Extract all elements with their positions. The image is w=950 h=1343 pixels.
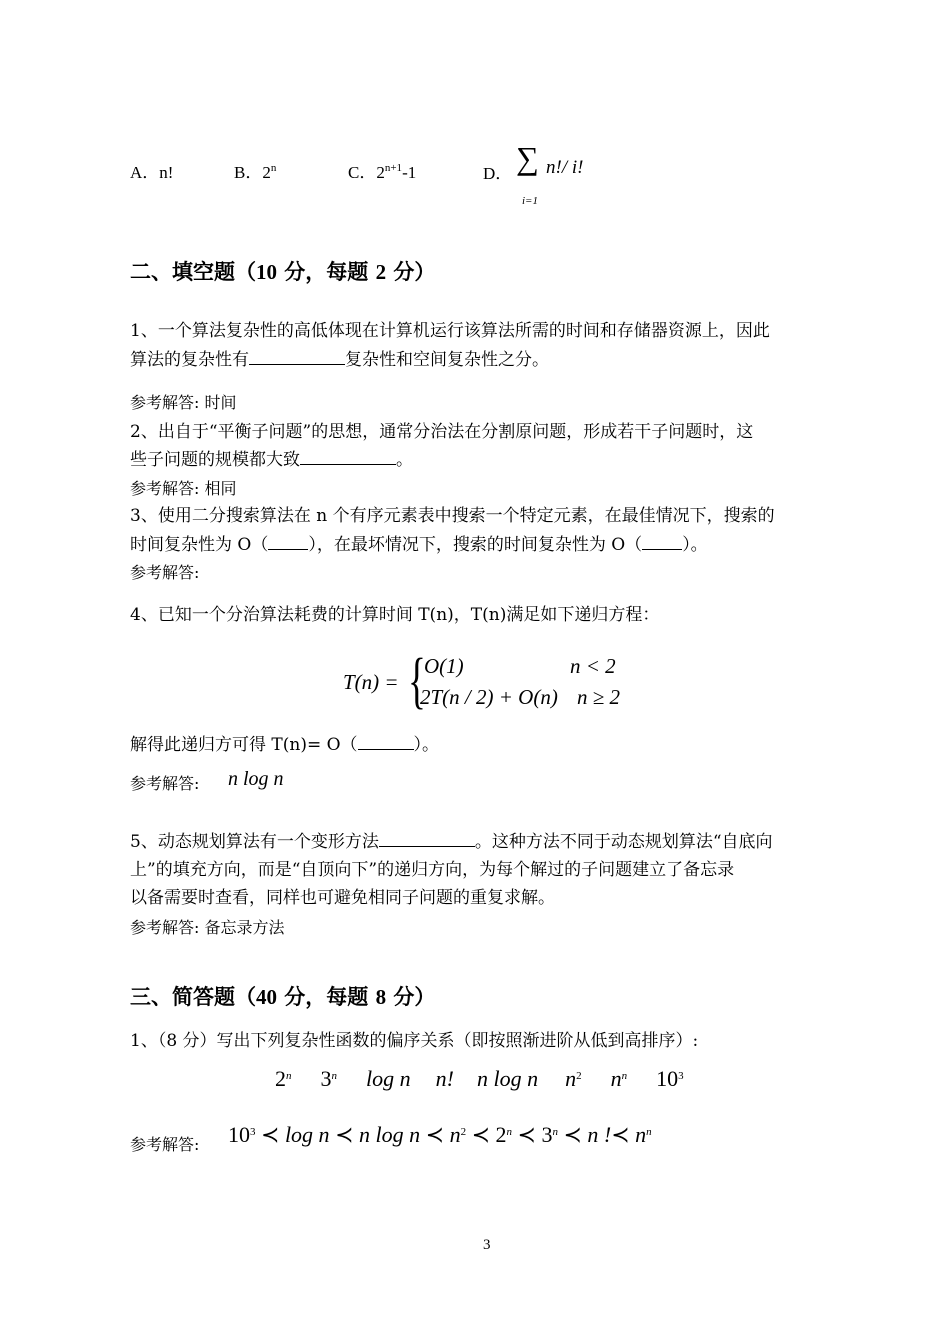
option-a: A．n! (130, 163, 174, 182)
section-3-heading: 三、简答题（40 分，每题 8 分） (130, 985, 436, 1009)
q3-answer: 参考解答: (130, 563, 200, 582)
q2-line-2: 些子问题的规模都大致 。 (130, 450, 413, 470)
q6-line-1: 1、（8 分）写出下列复杂性函数的偏序关系（即按照渐进阶从低到高排序）: (130, 1031, 699, 1051)
q4-line-1: 4、已知一个分治算法耗费的计算时间 T(n)，T(n)满足如下递归方程： (130, 605, 660, 625)
section-2-heading: 二、填空题（10 分，每题 2 分） (130, 260, 436, 284)
option-d-expression: n!/ i! (546, 157, 584, 178)
case-1-condition: n < 2 (570, 654, 616, 678)
q2-line-1: 2、出自于“平衡子问题”的思想，通常分治法在分割原问题，形成若干子问题时，这 (130, 422, 754, 442)
q3-blank-worst (642, 533, 682, 550)
option-d: D． (483, 164, 513, 183)
q1-line-1: 1、一个算法复杂性的高低体现在计算机运行该算法所需的时间和存储器资源上，因此 (130, 321, 770, 341)
q4-answer-label: 参考解答: (130, 774, 200, 793)
q6-answer-label: 参考解答: (130, 1135, 200, 1154)
q4-answer-math: n log n (228, 768, 284, 790)
q5-line-2: 上”的填充方向，而是“自顶向下”的递归方向，为每个解过的子问题建立了备忘录 (130, 860, 735, 880)
q1-blank (249, 348, 345, 365)
option-b: B．2$^n$ (234, 162, 277, 182)
q2-answer: 参考解答: 相同 (130, 479, 237, 498)
recurrence-lhs: T(n) = (343, 670, 399, 694)
option-d-lower-bound: i=1 (522, 195, 538, 207)
function-10-cubed: $10^3$ (656, 1066, 684, 1091)
function-n-pow-n: $n^n$ (610, 1066, 628, 1091)
q5-line-1: 5、动态规划算法有一个变形方法 。这种方法不同于动态规划算法“自底向 (130, 832, 773, 852)
q4-blank (358, 733, 414, 750)
q5-answer: 参考解答: 备忘录方法 (130, 918, 285, 937)
q4-line-2: 解得此递归方可得 T(n)= O（ ）。 (130, 735, 440, 755)
q2-blank (300, 448, 396, 465)
case-2-condition: n ≥ 2 (577, 685, 621, 709)
q3-line-2: 时间复杂性为 O（ ），在最坏情况下，搜索的时间复杂性为 O（ ）。 (130, 535, 708, 555)
case-1-expression: O(1) (424, 654, 464, 678)
sigma-symbol: ∑ (516, 140, 539, 176)
function-3-pow-n: 3$^n$ (320, 1066, 337, 1091)
case-2-expression: 2T(n / 2) + O(n) (420, 685, 558, 709)
function-log-n: log n (366, 1066, 411, 1091)
q1-line-2: 算法的复杂性有 复杂性和空间复杂性之分。 (130, 350, 549, 370)
function-2-pow-n: 2$^n$ (275, 1066, 292, 1091)
q3-line-1: 3、使用二分搜索算法在 n 个有序元素表中搜索一个特定元素，在最佳情况下，搜索的 (130, 506, 775, 526)
left-brace: { (408, 647, 426, 715)
option-c: C．$2^{n+1}-1$ (348, 162, 417, 182)
function-n-log-n: n log n (476, 1066, 539, 1091)
function-n-squared: $n^2$ (565, 1066, 582, 1091)
q5-blank (379, 830, 475, 847)
q5-line-3: 以备需要时查看，同样也可避免相同子问题的重复求解。 (130, 888, 555, 908)
q1-answer: 参考解答: 时间 (130, 393, 237, 412)
function-list (275, 1066, 684, 1092)
q6-answer-ordering: $10^3$ ≺ log n ≺ n log n ≺ $n^2$ ≺ 2$^n$ ≺ 3$^n$ ≺ n !≺ $n^n$ (228, 1122, 652, 1147)
q3-blank-best (268, 533, 308, 550)
page-number: 3 (483, 1237, 491, 1253)
function-n-factorial: n! (435, 1066, 454, 1091)
